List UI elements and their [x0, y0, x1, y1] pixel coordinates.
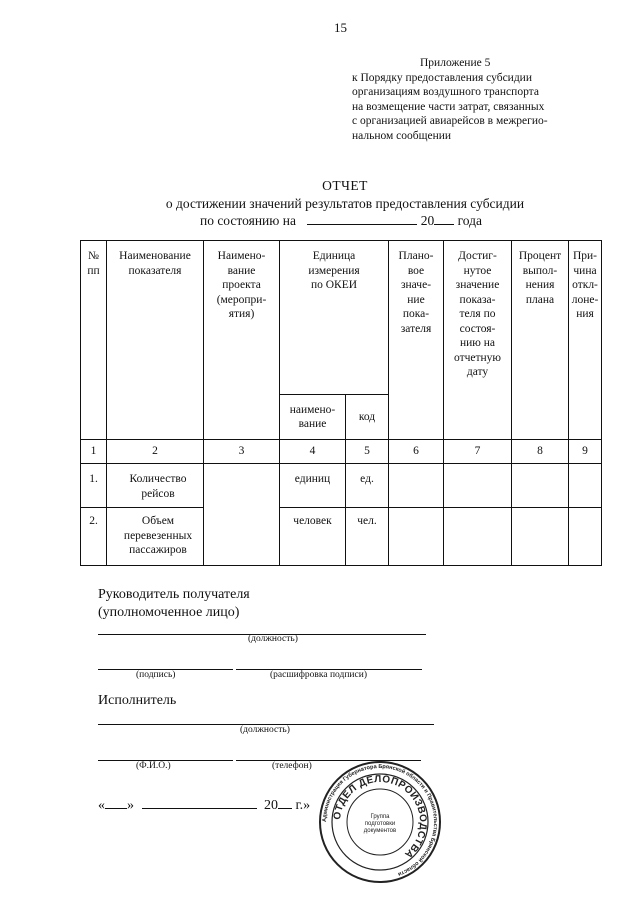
table-row — [81, 464, 602, 508]
header-planned: Плано- вое значе- ние пока- зателя — [389, 241, 444, 440]
percent-cell[interactable] — [512, 464, 569, 508]
row-unit-name: единиц — [280, 464, 346, 508]
appendix-line: к Порядку предоставления субсидии — [352, 71, 532, 84]
date-prefix: по состоянию на — [199, 213, 296, 228]
fio-caption: (Ф.И.О.) — [136, 761, 171, 771]
column-number: 1 — [81, 440, 107, 464]
appendix-note — [352, 56, 582, 143]
header-num: № пп — [81, 241, 107, 440]
stamp-center-line: Группа — [370, 814, 390, 820]
column-number: 7 — [444, 440, 512, 464]
header-unit: Единица измерения по ОКЕИ — [280, 241, 389, 395]
signature-caption: (подпись) — [136, 670, 176, 680]
date-line: « » 20 г.» — [98, 798, 311, 813]
header-project: Наимено- вание проекта (меропри- ятия) — [204, 241, 280, 440]
appendix-line: на возмещение части затрат, связанных — [352, 100, 545, 113]
planned-cell[interactable] — [389, 508, 444, 566]
column-number: 8 — [512, 440, 569, 464]
appendix-line: Приложение 5 — [420, 57, 491, 69]
row-indicator: Объем перевезенных пассажиров — [107, 508, 204, 566]
year-suffix: года — [457, 213, 483, 228]
project-cell[interactable] — [204, 464, 280, 566]
report-title: ОТЧЕТ — [322, 178, 368, 193]
row-number: 2. — [81, 508, 107, 566]
year-blank[interactable] — [434, 212, 454, 225]
appendix-line: с организацией авиарейсов в межрегио- — [352, 115, 548, 127]
row-number: 1. — [81, 464, 107, 508]
date-blank[interactable] — [307, 212, 417, 225]
planned-cell[interactable] — [389, 464, 444, 508]
column-number: 3 — [204, 440, 280, 464]
reason-cell[interactable] — [569, 508, 602, 566]
appendix-line: организациям воздушного транспорта — [352, 86, 539, 98]
row-unit-name: человек — [280, 508, 346, 566]
row-unit-code: ед. — [346, 464, 389, 508]
year-blank[interactable] — [278, 796, 292, 809]
position-caption: (должность) — [248, 634, 298, 644]
executor-title: Исполнитель — [98, 693, 177, 708]
achieved-cell[interactable] — [444, 464, 512, 508]
row-indicator: Количество рейсов — [107, 464, 204, 508]
stamp-dept-text: ОТДЕЛ ДЕЛОПРОИЗВОДСТВА — [331, 773, 429, 861]
header-unit-name: наимено- вание — [280, 395, 346, 440]
header-reason: При- чина откл- лоне- ния — [569, 241, 602, 440]
column-number: 6 — [389, 440, 444, 464]
report-date-line — [0, 212, 639, 229]
report-table — [80, 240, 602, 566]
column-number: 9 — [569, 440, 602, 464]
appendix-line: нальном сообщении — [352, 129, 452, 142]
year-prefix: 20 — [420, 213, 435, 228]
header-percent: Процент выпол- нения плана — [512, 241, 569, 440]
stamp-outer-text: Администрация Губернатора Брянской области и Правительства Брянской области — [321, 763, 439, 877]
head-title: Руководитель получателя (уполномоченное лицо) — [98, 587, 250, 620]
stamp-center-line: подготовки — [364, 821, 396, 827]
header-unit-code: код — [346, 395, 389, 440]
phone-caption: (телефон) — [272, 761, 312, 771]
column-number: 2 — [107, 440, 204, 464]
month-blank[interactable] — [142, 796, 257, 809]
header-indicator: Наименование показателя — [107, 241, 204, 440]
reason-cell[interactable] — [569, 464, 602, 508]
report-subtitle: о достижении значений результатов предоставления субсидии — [165, 196, 525, 211]
stamp-center-line: документов — [363, 828, 397, 834]
row-unit-code: чел. — [346, 508, 389, 566]
column-number: 4 — [280, 440, 346, 464]
header-achieved: Достиг- нутое значение показа- теля по состоя- нию на отчетную дату — [444, 241, 512, 440]
official-stamp — [318, 760, 442, 884]
page-number: 15 — [334, 20, 347, 35]
executor-position-caption: (должность) — [240, 725, 290, 735]
achieved-cell[interactable] — [444, 508, 512, 566]
day-blank[interactable] — [105, 796, 127, 809]
column-number: 5 — [346, 440, 389, 464]
percent-cell[interactable] — [512, 508, 569, 566]
decoding-caption: (расшифровка подписи) — [270, 670, 367, 680]
table-row — [81, 508, 602, 566]
